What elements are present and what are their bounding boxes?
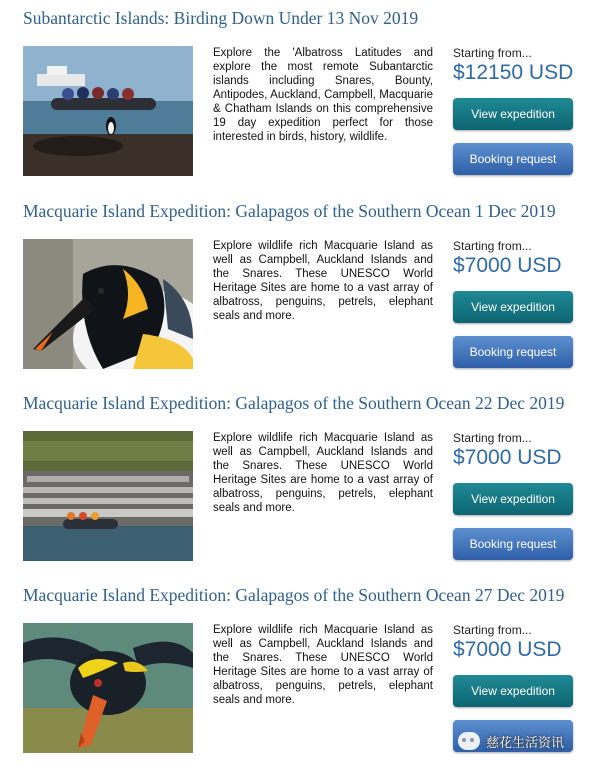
expedition-listing: [0, 8, 603, 200]
wechat-icon: [458, 732, 480, 750]
booking-request-button[interactable]: Booking request: [453, 336, 573, 368]
expedition-listing: [0, 201, 603, 393]
expedition-photo-rockhopper-penguin[interactable]: [23, 623, 193, 753]
price: $7000 USD: [453, 638, 562, 661]
starting-from-label: Starting from...: [453, 239, 532, 253]
view-expedition-button[interactable]: View expedition: [453, 291, 573, 323]
expedition-description: Explore wildlife rich Macquarie Island as well as Campbell, Auckland Islands and the Snares. These UNESCO World Heritage Sites are home to a vast array of albatross, penguins, petrels, elephant seals and more.: [213, 240, 433, 322]
expedition-title[interactable]: Macquarie Island Expedition: Galapagos of the Southern Ocean 22 Dec 2019: [23, 393, 565, 413]
price: $12150 USD: [453, 61, 574, 84]
view-expedition-button[interactable]: View expedition: [453, 483, 573, 515]
watermark: [458, 726, 598, 756]
booking-request-button[interactable]: Booking request: [453, 143, 573, 175]
expedition-photo-zodiac[interactable]: [23, 46, 193, 176]
expedition-title[interactable]: Subantarctic Islands: Birding Down Under 13 Nov 2019: [23, 8, 419, 28]
price: $7000 USD: [453, 254, 562, 277]
expedition-photo-king-penguin[interactable]: [23, 239, 193, 369]
expedition-title[interactable]: Macquarie Island Expedition: Galapagos of the Southern Ocean 1 Dec 2019: [23, 201, 556, 221]
expedition-photo-penguin-colony[interactable]: [23, 431, 193, 561]
expedition-description: Explore wildlife rich Macquarie Island as well as Campbell, Auckland Islands and the Snares. These UNESCO World Heritage Sites are home to a vast array of albatross, penguins, petrels, elephant seals and more.: [213, 432, 433, 514]
starting-from-label: Starting from...: [453, 623, 532, 637]
view-expedition-button[interactable]: View expedition: [453, 675, 573, 707]
expedition-title[interactable]: Macquarie Island Expedition: Galapagos of the Southern Ocean 27 Dec 2019: [23, 585, 565, 605]
expedition-listing: [0, 393, 603, 585]
starting-from-label: Starting from...: [453, 46, 532, 60]
expedition-description: Explore the 'Albatross Latitudes and explore the most remote Subantarctic islands including Snares, Bounty, Antipodes, Auckland, Campbell, Macquarie & Chatham Islands on this comprehensive 19 day expedition perfect for those interested in birds, history, wildlife.: [213, 47, 433, 143]
watermark-text: 慈花生活资讯: [486, 734, 565, 750]
expedition-description: Explore wildlife rich Macquarie Island as well as Campbell, Auckland Islands and the Snares. These UNESCO World Heritage Sites are home to a vast array of albatross, penguins, petrels, elephant seals and more.: [213, 624, 433, 706]
view-expedition-button[interactable]: View expedition: [453, 98, 573, 130]
price: $7000 USD: [453, 446, 562, 469]
booking-request-button[interactable]: Booking request: [453, 528, 573, 560]
starting-from-label: Starting from...: [453, 431, 532, 445]
